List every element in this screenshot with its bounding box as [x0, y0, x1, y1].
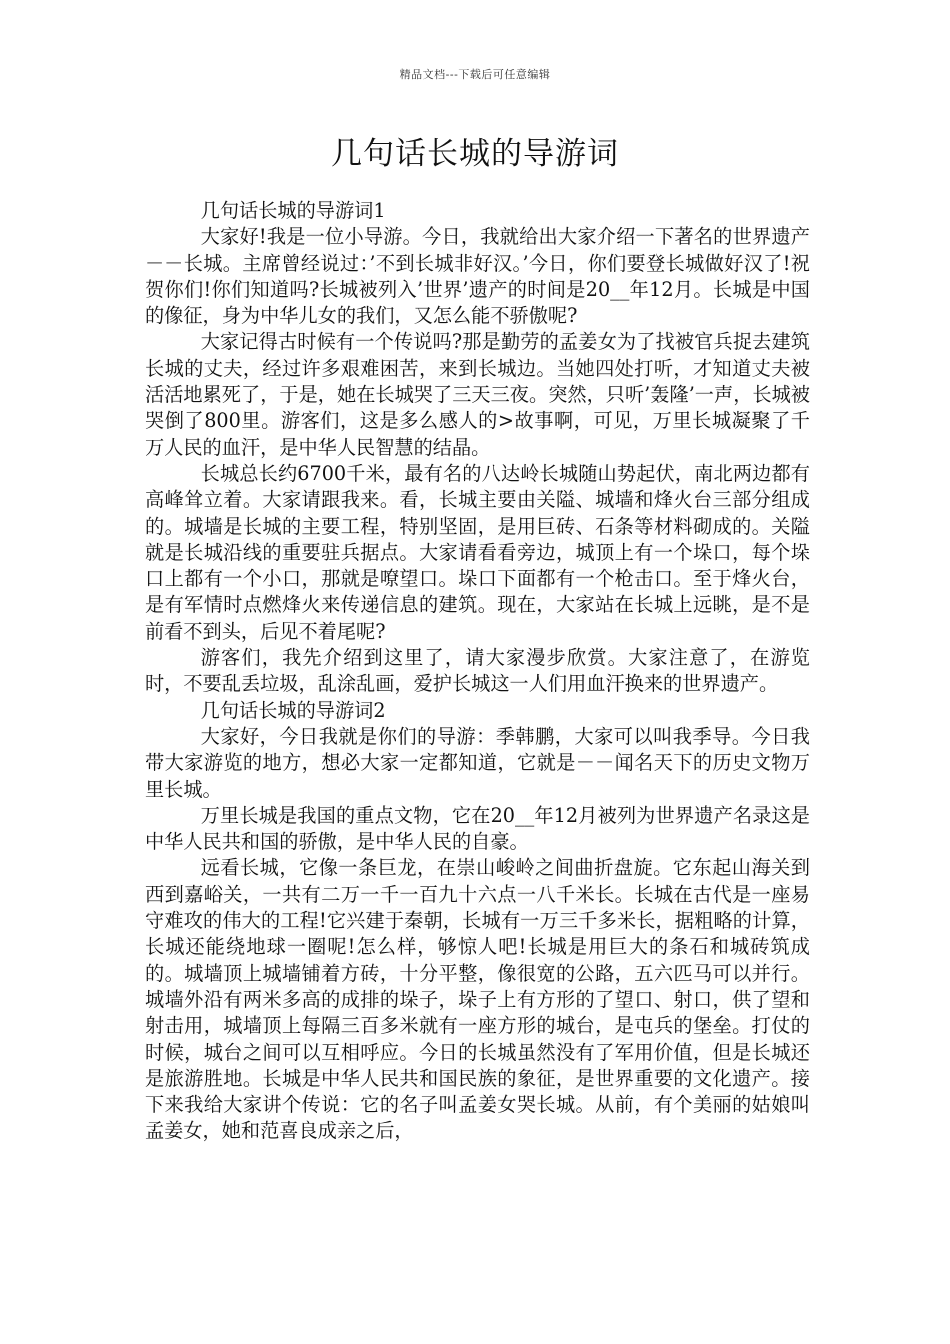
document-body — [145, 198, 810, 1145]
body-paragraph: 游客们，我先介绍到这里了，请大家漫步欣赏。大家注意了，在游览时，不要乱丢垃圾，乱涂乱画，爱护长城这一人们用血汗换来的世界遗产。 — [145, 646, 810, 696]
body-paragraph: 大家好，今日我就是你们的导游：季韩鹏，大家可以叫我季导。今日我带大家游览的地方，想必大家一定都知道，它就是－－闻名天下的历史文物万里长城。 — [145, 724, 810, 801]
body-paragraph: 大家好!我是一位小导游。今日，我就给出大家介绍一下著名的世界遗产－－长城。主席曾经说过：’不到长城非好汉。’今日，你们要登长城做好汉了!祝贺你们!你们知道吗?长城被列入’世界’遗产的时间是20__年12月。长城是中国的像征，身为中华儿女的我们，又怎么能不骄傲呢? — [145, 225, 810, 328]
body-paragraph: 大家记得古时候有一个传说吗?那是勤劳的孟姜女为了找被官兵捉去建筑长城的丈夫，经过许多艰难困苦，来到长城边。当她四处打听，才知道丈夫被活活地累死了，于是，她在长城哭了三天三夜。突然，只听’轰隆’一声，长城被哭倒了800里。游客们，这是多么感人的>故事啊，可见，万里长城凝聚了千万人民的血汗，是中华人民智慧的结晶。 — [145, 330, 810, 459]
section-heading-1: 几句话长城的导游词1 — [200, 199, 386, 222]
body-paragraph: 万里长城是我国的重点文物，它在20__年12月被列为世界遗产名录这是中华人民共和国的骄傲，是中华人民的自豪。 — [145, 803, 810, 854]
body-paragraph: 长城总长约6700千米，最有名的八达岭长城随山势起伏，南北两边都有高峰耸立着。大家请跟我来。看，长城主要由关隘、城墙和烽火台三部分组成的。城墙是长城的主要工程，特别坚固，是用巨砖、石条等材料砌成的。关隘就是长城沿线的重要驻兵据点。大家请看看旁边，城顶上有一个垛口，每个垛口上都有一个小口，那就是嘹望口。垛口下面都有一个枪击口。至于烽火台，是有军情时点燃烽火来传递信息的建筑。现在，大家站在长城上远眺，是不是前看不到头，后见不着尾呢? — [145, 461, 810, 643]
body-paragraph: 远看长城，它像一条巨龙，在崇山峻岭之间曲折盘旋。它东起山海关到西到嘉峪关，一共有二万一千一百九十六点一八千米长。长城在古代是一座易守难攻的伟大的工程!它兴建于秦朝，长城有一万三千多米长，据粗略的计算，长城还能绕地球一圈呢!怎么样，够惊人吧!长城是用巨大的条石和城砖筑成的。城墙顶上城墙铺着方砖，十分平整，像很宽的公路，五六匹马可以并行。城墙外沿有两米多高的成排的垛子，垛子上有方形的了望口、射口，供了望和射击用，城墙顶上每隔三百多米就有一座方形的城台，是屯兵的堡垒。打仗的时候，城台之间可以互相呼应。今日的长城虽然没有了军用价值，但是长城还是旅游胜地。长城是中华人民共和国民族的象征，是世界重要的文化遗产。接下来我给大家讲个传说：它的名子叫孟姜女哭长城。从前，有个美丽的姑娘叫孟姜女，她和范喜良成亲之后， — [145, 856, 810, 1143]
document-title: 几句话长城的导游词 — [331, 136, 619, 172]
section-heading-2: 几句话长城的导游词2 — [200, 698, 386, 722]
page-header-note: 精品文档---下载后可任意编辑 — [399, 68, 551, 81]
